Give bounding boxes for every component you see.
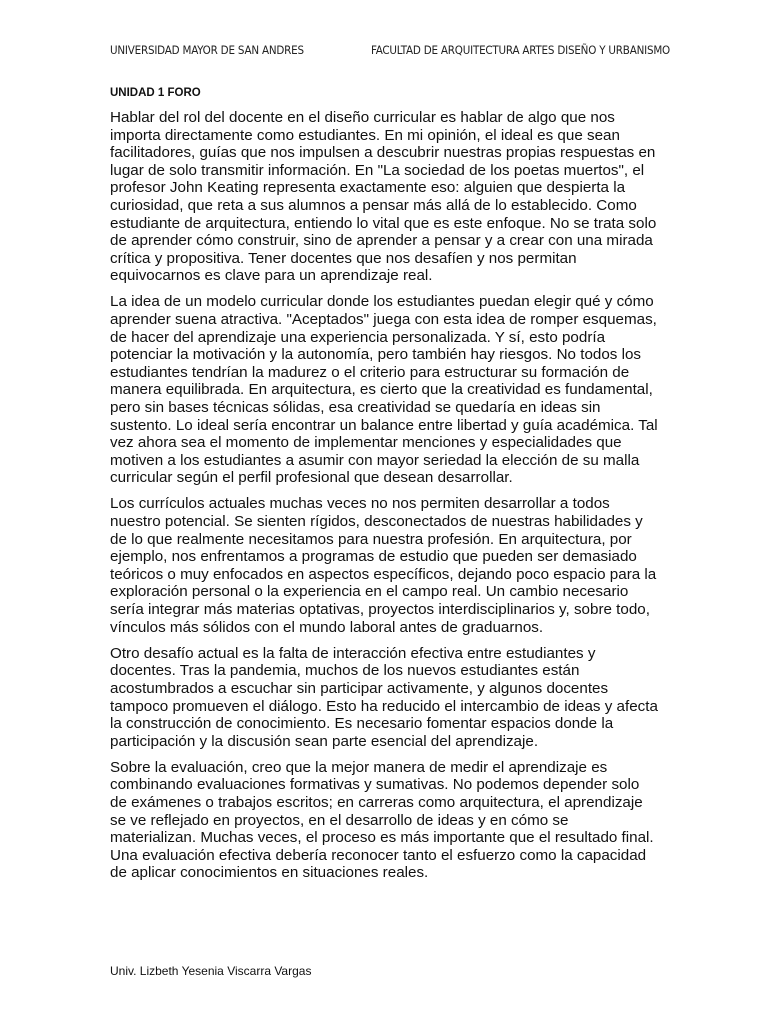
page-header: [110, 43, 670, 57]
paragraph: Los currículos actuales muchas veces no nos permiten desarrollar a todos nuestro potencial. Se sienten rígidos, desconectados de nuestras habilidades y de lo que realmente necesitamos para nuestra profesión. En arquitectura, por ejemplo, nos enfrentamos a programas de estudio que pueden ser demasiado teóricos o muy enfocados en aspectos específicos, dejando poco espacio para la exploración personal o la experiencia en el campo real. Un cambio necesario sería integrar más materias optativas, proyectos interdisciplinarios y, sobre todo, vínculos más sólidos con el mundo laboral antes de graduarnos.: [110, 495, 657, 636]
paragraph: Sobre la evaluación, creo que la mejor manera de medir el aprendizaje es combinando evaluaciones formativas y sumativas. No podemos depender solo de exámenes o trabajos escritos; en carreras como arquitectura, el aprendizaje se ve reflejado en proyectos, en el desarrollo de ideas y en cómo se materializan. Muchas veces, el proceso es más importante que el resultado final. Una evaluación efectiva debería reconocer tanto el esfuerzo como la capacidad de aplicar conocimientos en situaciones reales.: [110, 758, 654, 882]
faculty-name: FACULTAD DE ARQUITECTURA ARTES DISEÑO Y URBANISMO: [371, 43, 670, 57]
paragraph: Hablar del rol del docente en el diseño curricular es hablar de algo que nos importa directamente como estudiantes. En mi opinión, el ideal es que sean facilitadores, guías que nos impulsen a descubrir nuestras propias respuestas en lugar de solo transmitir información. En "La sociedad de los poetas muertos", el profesor John Keating representa exactamente eso: alguien que despierta la curiosidad, que reta a sus alumnos a pensar más allá de lo establecido. Como estudiante de arquitectura, entiendo lo vital que es este enfoque. No se trata solo de aprender cómo construir, sino de aprender a pensar y a crear con una mirada crítica y propositiva. Tener docentes que nos desafíen y nos permitan equivocarnos es clave para un aprendizaje real.: [110, 109, 657, 285]
document-body: [110, 109, 658, 890]
university-name: UNIVERSIDAD MAYOR DE SAN ANDRES: [110, 43, 304, 57]
author-name: Univ. Lizbeth Yesenia Viscarra Vargas: [110, 964, 312, 978]
paragraph: La idea de un modelo curricular donde los estudiantes puedan elegir qué y cómo aprender suena atractiva. "Aceptados" juega con esta idea de romper esquemas, de hacer del aprendizaje una experiencia personalizada. Y sí, esto podría potenciar la motivación y la autonomía, pero también hay riesgos. No todos los estudiantes tendrían la madurez o el criterio para estructurar su formación de manera equilibrada. En arquitectura, es cierto que la creatividad es fundamental, pero sin bases técnicas sólidas, esa creatividad se quedaría en ideas sin sustento. Lo ideal sería encontrar un balance entre libertad y guía académica. Tal vez ahora sea el momento de implementar menciones y especialidades que motiven a los estudiantes a asumir con mayor seriedad la elección de su malla curricular según el perfil profesional que desean desarrollar.: [110, 293, 658, 487]
page-footer: [110, 964, 311, 978]
paragraph: Otro desafío actual es la falta de interacción efectiva entre estudiantes y docentes. Tras la pandemia, muchos de los nuevos estudiantes están acostumbrados a escuchar sin participar activamente, y algunos docentes tampoco promueven el diálogo. Esto ha reducido el intercambio de ideas y afecta la construcción de conocimiento. Es necesario fomentar espacios donde la participación y la discusión sean parte esencial del aprendizaje.: [110, 644, 658, 750]
unit-title: UNIDAD 1 FORO: [110, 87, 201, 99]
